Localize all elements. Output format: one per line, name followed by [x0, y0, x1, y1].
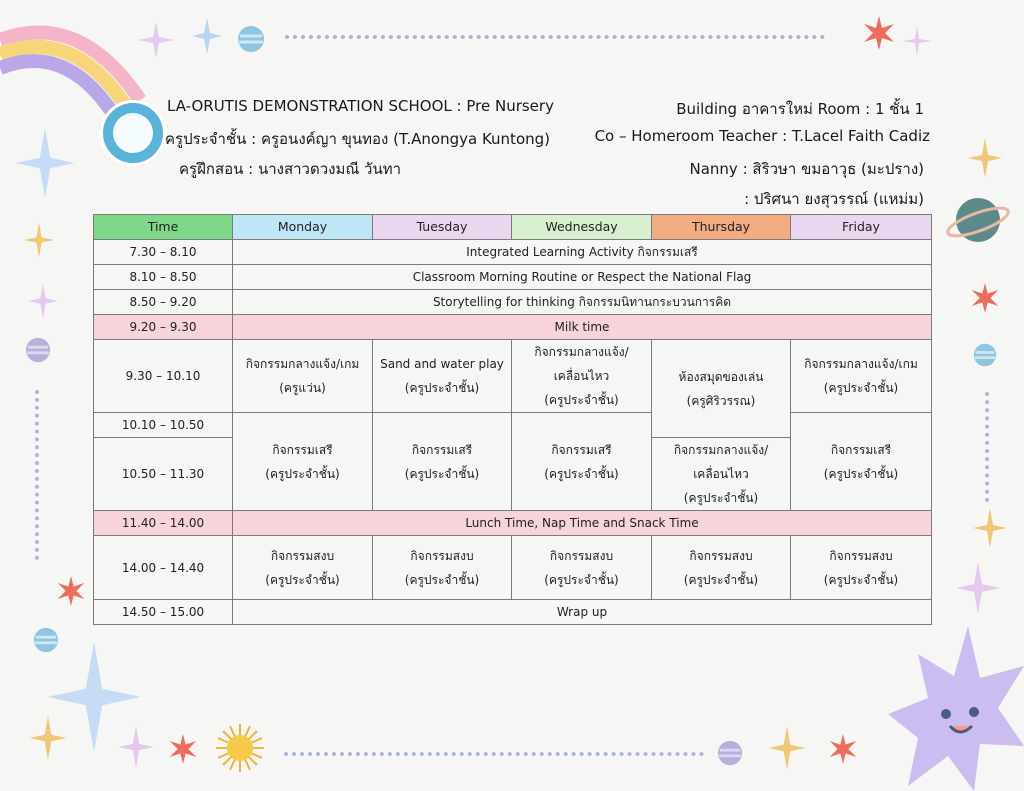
activity-cell: Wrap up	[233, 600, 932, 625]
activity-cell	[373, 340, 512, 413]
table-row	[94, 600, 932, 625]
sun-icon	[214, 722, 266, 774]
teacher-line: (ครูประจำชั้น)	[544, 393, 619, 407]
teacher-line: (ครูประจำชั้น)	[544, 466, 619, 481]
activity-cell: Milk time	[233, 315, 932, 340]
teacher-line: (ครูศิริวรรณ)	[686, 393, 756, 408]
activity-cell: Lunch Time, Nap Time and Snack Time	[233, 511, 932, 536]
star-icon	[970, 283, 1000, 313]
table-row	[94, 511, 932, 536]
header-thursday: Thursday	[652, 215, 791, 240]
teacher-line: (ครูประจำชั้น)	[404, 381, 480, 395]
activity-line: กิจกรรมเสรี	[272, 442, 333, 457]
activity-cell: Storytelling for thinking กิจกรรมนิทานกระบวนการคิด	[233, 290, 932, 315]
table-header-row	[94, 215, 932, 240]
activity-line: กิจกรรมสงบ	[410, 548, 474, 563]
schedule-table	[93, 214, 932, 625]
activity-cell	[512, 536, 652, 600]
activity-line: กิจกรรมเสรี	[411, 442, 473, 457]
star-icon	[168, 734, 198, 764]
activity-cell	[233, 536, 373, 600]
school-logo-icon	[100, 100, 166, 166]
dotted-divider	[985, 392, 989, 502]
co-homeroom-teacher: Co – Homeroom Teacher : T.Lacel Faith Cadiz	[594, 127, 930, 145]
trainee-teacher: ครูฝึกสอน : นางสาวดวงมณี วันทา	[179, 160, 402, 178]
activity-cell	[512, 340, 652, 413]
teacher-line: (ครูประจำชั้น)	[404, 572, 480, 587]
activity-line: กิจกรรมกลางแจ้ง/เกม	[245, 357, 360, 371]
sparkle-icon	[28, 283, 58, 319]
teacher-line: (ครูประจำชั้น)	[265, 466, 340, 481]
time-cell: 14.50 – 15.00	[94, 600, 233, 625]
time-cell: 9.20 – 9.30	[94, 315, 233, 340]
table-row	[94, 290, 932, 315]
planet-icon	[972, 342, 998, 368]
planet-icon	[236, 24, 266, 54]
dotted-divider	[284, 752, 704, 756]
sparkle-icon	[138, 22, 174, 58]
activity-line: กิจกรรมกลางแจ้ง/เกม	[804, 357, 918, 371]
activity-cell	[652, 438, 791, 511]
time-cell: 7.30 – 8.10	[94, 240, 233, 265]
sparkle-icon	[768, 726, 806, 770]
header-monday: Monday	[233, 215, 373, 240]
moon-icon	[905, 20, 995, 140]
table-row	[94, 413, 932, 438]
table-row	[94, 240, 932, 265]
sparkle-icon	[192, 18, 222, 54]
activity-cell: Integrated Learning Activity กิจกรรมเสรี	[233, 240, 932, 265]
activity-line: เคลื่อนไหว	[693, 467, 749, 481]
activity-cell	[791, 536, 932, 600]
activity-line: กิจกรรมสงบ	[270, 548, 335, 563]
star-icon	[56, 576, 86, 606]
header-time: Time	[94, 215, 233, 240]
nanny-2: : ปริศนา ยงสุวรรณ์ (แหม่ม)	[744, 190, 924, 208]
time-cell: 10.10 – 10.50	[94, 413, 233, 438]
star-icon	[862, 16, 896, 50]
school-name: LA-ORUTIS DEMONSTRATION SCHOOL : Pre Nursery	[167, 97, 554, 115]
cartoon-star-icon	[888, 626, 1024, 791]
activity-line: กิจกรรมสงบ	[829, 548, 893, 563]
teacher-line: (ครูประจำชั้น)	[683, 572, 759, 587]
sparkle-icon	[972, 508, 1008, 548]
teacher-line: (ครูประจำชั้น)	[544, 572, 619, 587]
activity-cell	[652, 340, 791, 438]
teacher-line: (ครูประจำชั้น)	[683, 491, 759, 505]
teacher-line: (ครูประจำชั้น)	[823, 572, 899, 587]
teacher-line: (ครูประจำชั้น)	[404, 466, 480, 481]
table-row	[94, 265, 932, 290]
activity-cell	[791, 413, 932, 511]
sparkle-icon	[28, 716, 68, 760]
time-cell: 10.50 – 11.30	[94, 438, 233, 511]
sparkle-icon	[968, 138, 1002, 178]
sparkle-icon	[14, 128, 76, 198]
activity-line: กิจกรรมกลางแจ้ง/	[534, 345, 629, 359]
activity-cell	[512, 413, 652, 511]
sparkle-icon	[955, 562, 1001, 614]
teacher-line: (ครูประจำชั้น)	[265, 572, 340, 587]
time-cell: 14.00 – 14.40	[94, 536, 233, 600]
teacher-line: (ครูประจำชั้น)	[823, 381, 899, 395]
time-cell: 11.40 – 14.00	[94, 511, 233, 536]
activity-line: Sand and water play	[380, 357, 504, 371]
header-friday: Friday	[791, 215, 932, 240]
activity-cell	[233, 340, 373, 413]
dotted-divider	[35, 390, 39, 560]
time-cell: 9.30 – 10.10	[94, 340, 233, 413]
teacher-line: (ครูประจำชั้น)	[823, 466, 899, 481]
activity-line: กิจกรรมสงบ	[549, 548, 614, 563]
homeroom-teacher: ครูประจำชั้น : ครูอนงค์ญา ขุนทอง (T.Anongya Kuntong)	[165, 130, 550, 148]
activity-cell	[791, 340, 932, 413]
star-icon	[828, 734, 858, 764]
table-row	[94, 340, 932, 413]
dotted-divider	[285, 35, 825, 39]
planet-icon	[945, 190, 1011, 250]
activity-line: กิจกรรมเสรี	[830, 442, 892, 457]
activity-line: กิจกรรมกลางแจ้ง/	[673, 443, 769, 457]
activity-cell	[373, 413, 512, 511]
building-room: Building อาคารใหม่ Room : 1 ชั้น 1	[676, 100, 924, 118]
time-cell: 8.10 – 8.50	[94, 265, 233, 290]
table-row	[94, 536, 932, 600]
header-wednesday: Wednesday	[512, 215, 652, 240]
time-cell: 8.50 – 9.20	[94, 290, 233, 315]
sparkle-icon	[24, 222, 54, 258]
sparkle-icon	[118, 726, 154, 768]
activity-line: ห้องสมุดของเล่น	[678, 369, 764, 384]
nanny-1: Nanny : สิริวษา ขมอาวุธ (มะปราง)	[689, 160, 924, 178]
activity-cell	[373, 536, 512, 600]
table-row	[94, 315, 932, 340]
activity-cell: Classroom Morning Routine or Respect the National Flag	[233, 265, 932, 290]
activity-line: กิจกรรมเสรี	[551, 442, 612, 457]
teacher-line: (ครูแว่น)	[279, 381, 326, 395]
activity-cell	[233, 413, 373, 511]
activity-cell	[652, 536, 791, 600]
activity-line: กิจกรรมสงบ	[689, 548, 753, 563]
header-tuesday: Tuesday	[373, 215, 512, 240]
planet-icon	[716, 738, 744, 768]
activity-line: เคลื่อนไหว	[553, 369, 610, 383]
planet-icon	[24, 334, 52, 366]
